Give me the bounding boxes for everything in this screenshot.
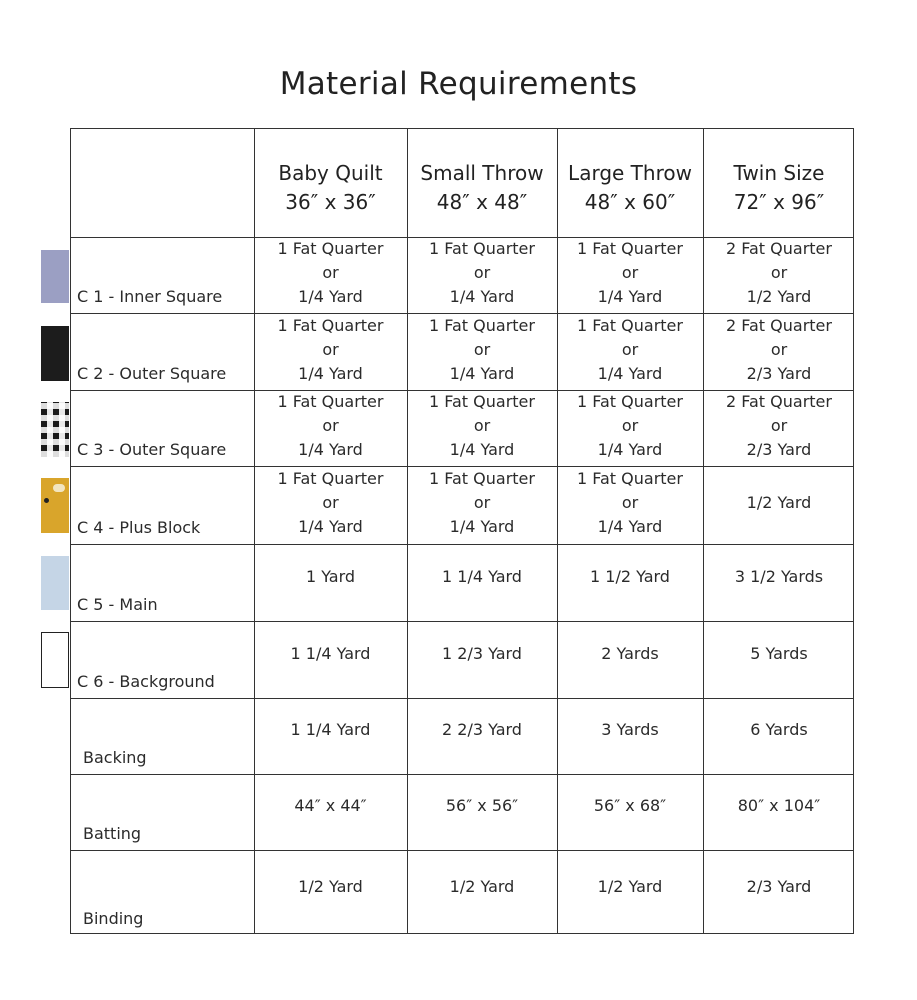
cell-or-text: or [770, 339, 788, 359]
table-cell [703, 314, 855, 386]
cell-or-text: or [322, 416, 339, 435]
table-cell [407, 314, 557, 386]
cell-value: 1 Fat Quarter [277, 315, 384, 335]
column-header [254, 159, 407, 217]
column-header-size: 48″ x 60″ [584, 190, 676, 214]
cell-value: 1/4 Yard [298, 517, 363, 536]
column-header-name: Large Throw [568, 161, 692, 185]
cell-value: 2 Fat Quarter [726, 392, 832, 411]
table-cell [557, 237, 703, 309]
table-cell [703, 875, 855, 899]
swatch-c2-outer-square [41, 326, 69, 381]
cell-or-text: or [322, 493, 339, 512]
cell-value: 2/3 Yard [746, 363, 812, 383]
cell-value: 1 Fat Quarter [577, 239, 683, 258]
cell-value: 1 Fat Quarter [577, 392, 683, 411]
row-divider [71, 544, 853, 545]
cell-value: 3 1/2 Yards [734, 566, 824, 586]
table-cell [407, 237, 557, 309]
table-cell [254, 565, 407, 589]
row-label: C 4 - Plus Block [77, 518, 201, 537]
cell-value: 1/4 Yard [449, 440, 515, 459]
table-cell [254, 794, 407, 818]
cell-value: 1/4 Yard [597, 363, 663, 383]
table-cell [557, 718, 703, 742]
table-cell [407, 390, 557, 462]
table-cell [254, 718, 407, 742]
row-label: Binding [83, 909, 144, 928]
row-label: C 2 - Outer Square [77, 364, 227, 383]
cell-or-text: or [770, 263, 788, 282]
table-cell [407, 794, 557, 818]
swatch-c6-background [41, 632, 69, 688]
table-cell [557, 314, 703, 386]
cell-value: 1 2/3 Yard [442, 643, 522, 663]
cell-or-text: or [621, 493, 639, 512]
table-cell [557, 565, 703, 589]
cell-or-text: or [473, 339, 491, 359]
cell-value: 2/3 Yard [746, 440, 812, 459]
table-cell [557, 875, 703, 899]
cell-value: 1 Fat Quarter [429, 392, 535, 411]
table-cell [254, 642, 407, 666]
table-cell [254, 237, 407, 309]
row-label: C 3 - Outer Square [77, 440, 227, 459]
table-cell [557, 390, 703, 462]
cell-value: 2 Fat Quarter [726, 315, 832, 335]
table-cell [557, 642, 703, 666]
cell-value: 1/2 Yard [746, 493, 812, 512]
row-divider [71, 698, 853, 699]
cell-value: 1 Fat Quarter [429, 239, 535, 258]
swatch-c3-outer-square-plaid [41, 402, 69, 457]
cell-or-text: or [322, 263, 339, 282]
table-cell [254, 467, 407, 539]
row-divider [71, 850, 853, 851]
cell-value: 2 2/3 Yard [442, 720, 522, 739]
cell-value: 1/4 Yard [449, 287, 515, 306]
table-cell [703, 565, 855, 589]
cell-or-text: or [621, 416, 639, 435]
row-label: Backing [83, 748, 147, 767]
column-header-size: 48″ x 48″ [436, 190, 528, 214]
row-label: C 6 - Background [77, 672, 215, 691]
cell-value: 2/3 Yard [746, 876, 812, 896]
row-label: Batting [83, 824, 142, 843]
cell-value: 1 1/2 Yard [590, 566, 670, 586]
row-label: C 1 - Inner Square [77, 287, 223, 306]
table-cell [254, 390, 407, 462]
cell-value: 3 Yards [601, 720, 659, 739]
column-header-name: Twin Size [733, 161, 825, 185]
material-table [70, 128, 854, 934]
cell-value: 1/2 Yard [449, 876, 515, 896]
cell-value: 1 Fat Quarter [277, 469, 384, 488]
page-title: Material Requirements [279, 66, 638, 102]
column-header-name: Small Throw [420, 161, 544, 185]
table-cell [703, 642, 855, 666]
cell-value: 1 Fat Quarter [429, 469, 535, 488]
cell-value: 1/4 Yard [449, 363, 515, 383]
cell-value: 1/4 Yard [298, 363, 363, 383]
cell-value: 1 Fat Quarter [577, 315, 683, 335]
row-divider [71, 774, 853, 775]
cell-or-text: or [322, 339, 339, 359]
cell-or-text: or [473, 263, 491, 282]
cell-value: 1/4 Yard [597, 440, 663, 459]
column-header [557, 159, 703, 217]
cell-or-text: or [473, 493, 491, 512]
table-cell [703, 794, 855, 818]
cell-value: 44″ x 44″ [294, 796, 367, 815]
table-cell [254, 314, 407, 386]
table-cell [703, 237, 855, 309]
cell-value: 80″ x 104″ [737, 796, 821, 815]
cell-value: 1/2 Yard [597, 876, 663, 896]
cell-value: 1 1/4 Yard [290, 720, 371, 739]
cell-value: 1 Yard [305, 566, 356, 586]
cell-value: 1 Fat Quarter [277, 239, 384, 258]
row-label: C 5 - Main [77, 595, 158, 614]
column-header-size: 72″ x 96″ [733, 190, 825, 214]
cell-value: 1/4 Yard [597, 517, 663, 536]
cell-value: 6 Yards [750, 720, 808, 739]
cell-value: 1 Fat Quarter [277, 392, 384, 411]
table-cell [703, 390, 855, 462]
cell-value: 1/4 Yard [298, 287, 363, 306]
column-header [703, 159, 855, 217]
cell-value: 1 Fat Quarter [429, 315, 535, 335]
table-cell [407, 467, 557, 539]
column-header-name: Baby Quilt [278, 161, 383, 185]
table-cell [557, 794, 703, 818]
cell-value: 1/4 Yard [298, 440, 363, 459]
swatch-c4-plus-block-print [41, 478, 69, 533]
table-cell [703, 718, 855, 742]
cell-value: 1 1/4 Yard [442, 566, 522, 586]
swatch-c5-main [41, 556, 69, 610]
table-cell [407, 642, 557, 666]
cell-or-text: or [473, 416, 491, 435]
cell-or-text: or [621, 339, 639, 359]
cell-value: 5 Yards [750, 643, 808, 663]
cell-value: 1/4 Yard [597, 287, 663, 306]
cell-value: 1/2 Yard [746, 287, 812, 306]
cell-or-text: or [621, 263, 639, 282]
table-cell [254, 875, 407, 899]
swatch-c1-inner-square [41, 250, 69, 303]
cell-value: 2 Fat Quarter [726, 239, 832, 258]
column-header [407, 159, 557, 217]
cell-value: 56″ x 68″ [593, 796, 667, 815]
cell-value: 1 1/4 Yard [290, 643, 371, 663]
column-header-size: 36″ x 36″ [285, 190, 376, 214]
cell-value: 1 Fat Quarter [577, 469, 683, 488]
table-cell [557, 467, 703, 539]
cell-value: 2 Yards [601, 643, 659, 663]
table-cell [407, 565, 557, 589]
table-cell [407, 718, 557, 742]
table-cell [703, 491, 855, 515]
cell-value: 1/4 Yard [449, 517, 515, 536]
row-divider [71, 621, 853, 622]
cell-or-text: or [770, 416, 788, 435]
cell-value: 56″ x 56″ [445, 796, 519, 815]
table-cell [407, 875, 557, 899]
cell-value: 1/2 Yard [298, 876, 363, 896]
